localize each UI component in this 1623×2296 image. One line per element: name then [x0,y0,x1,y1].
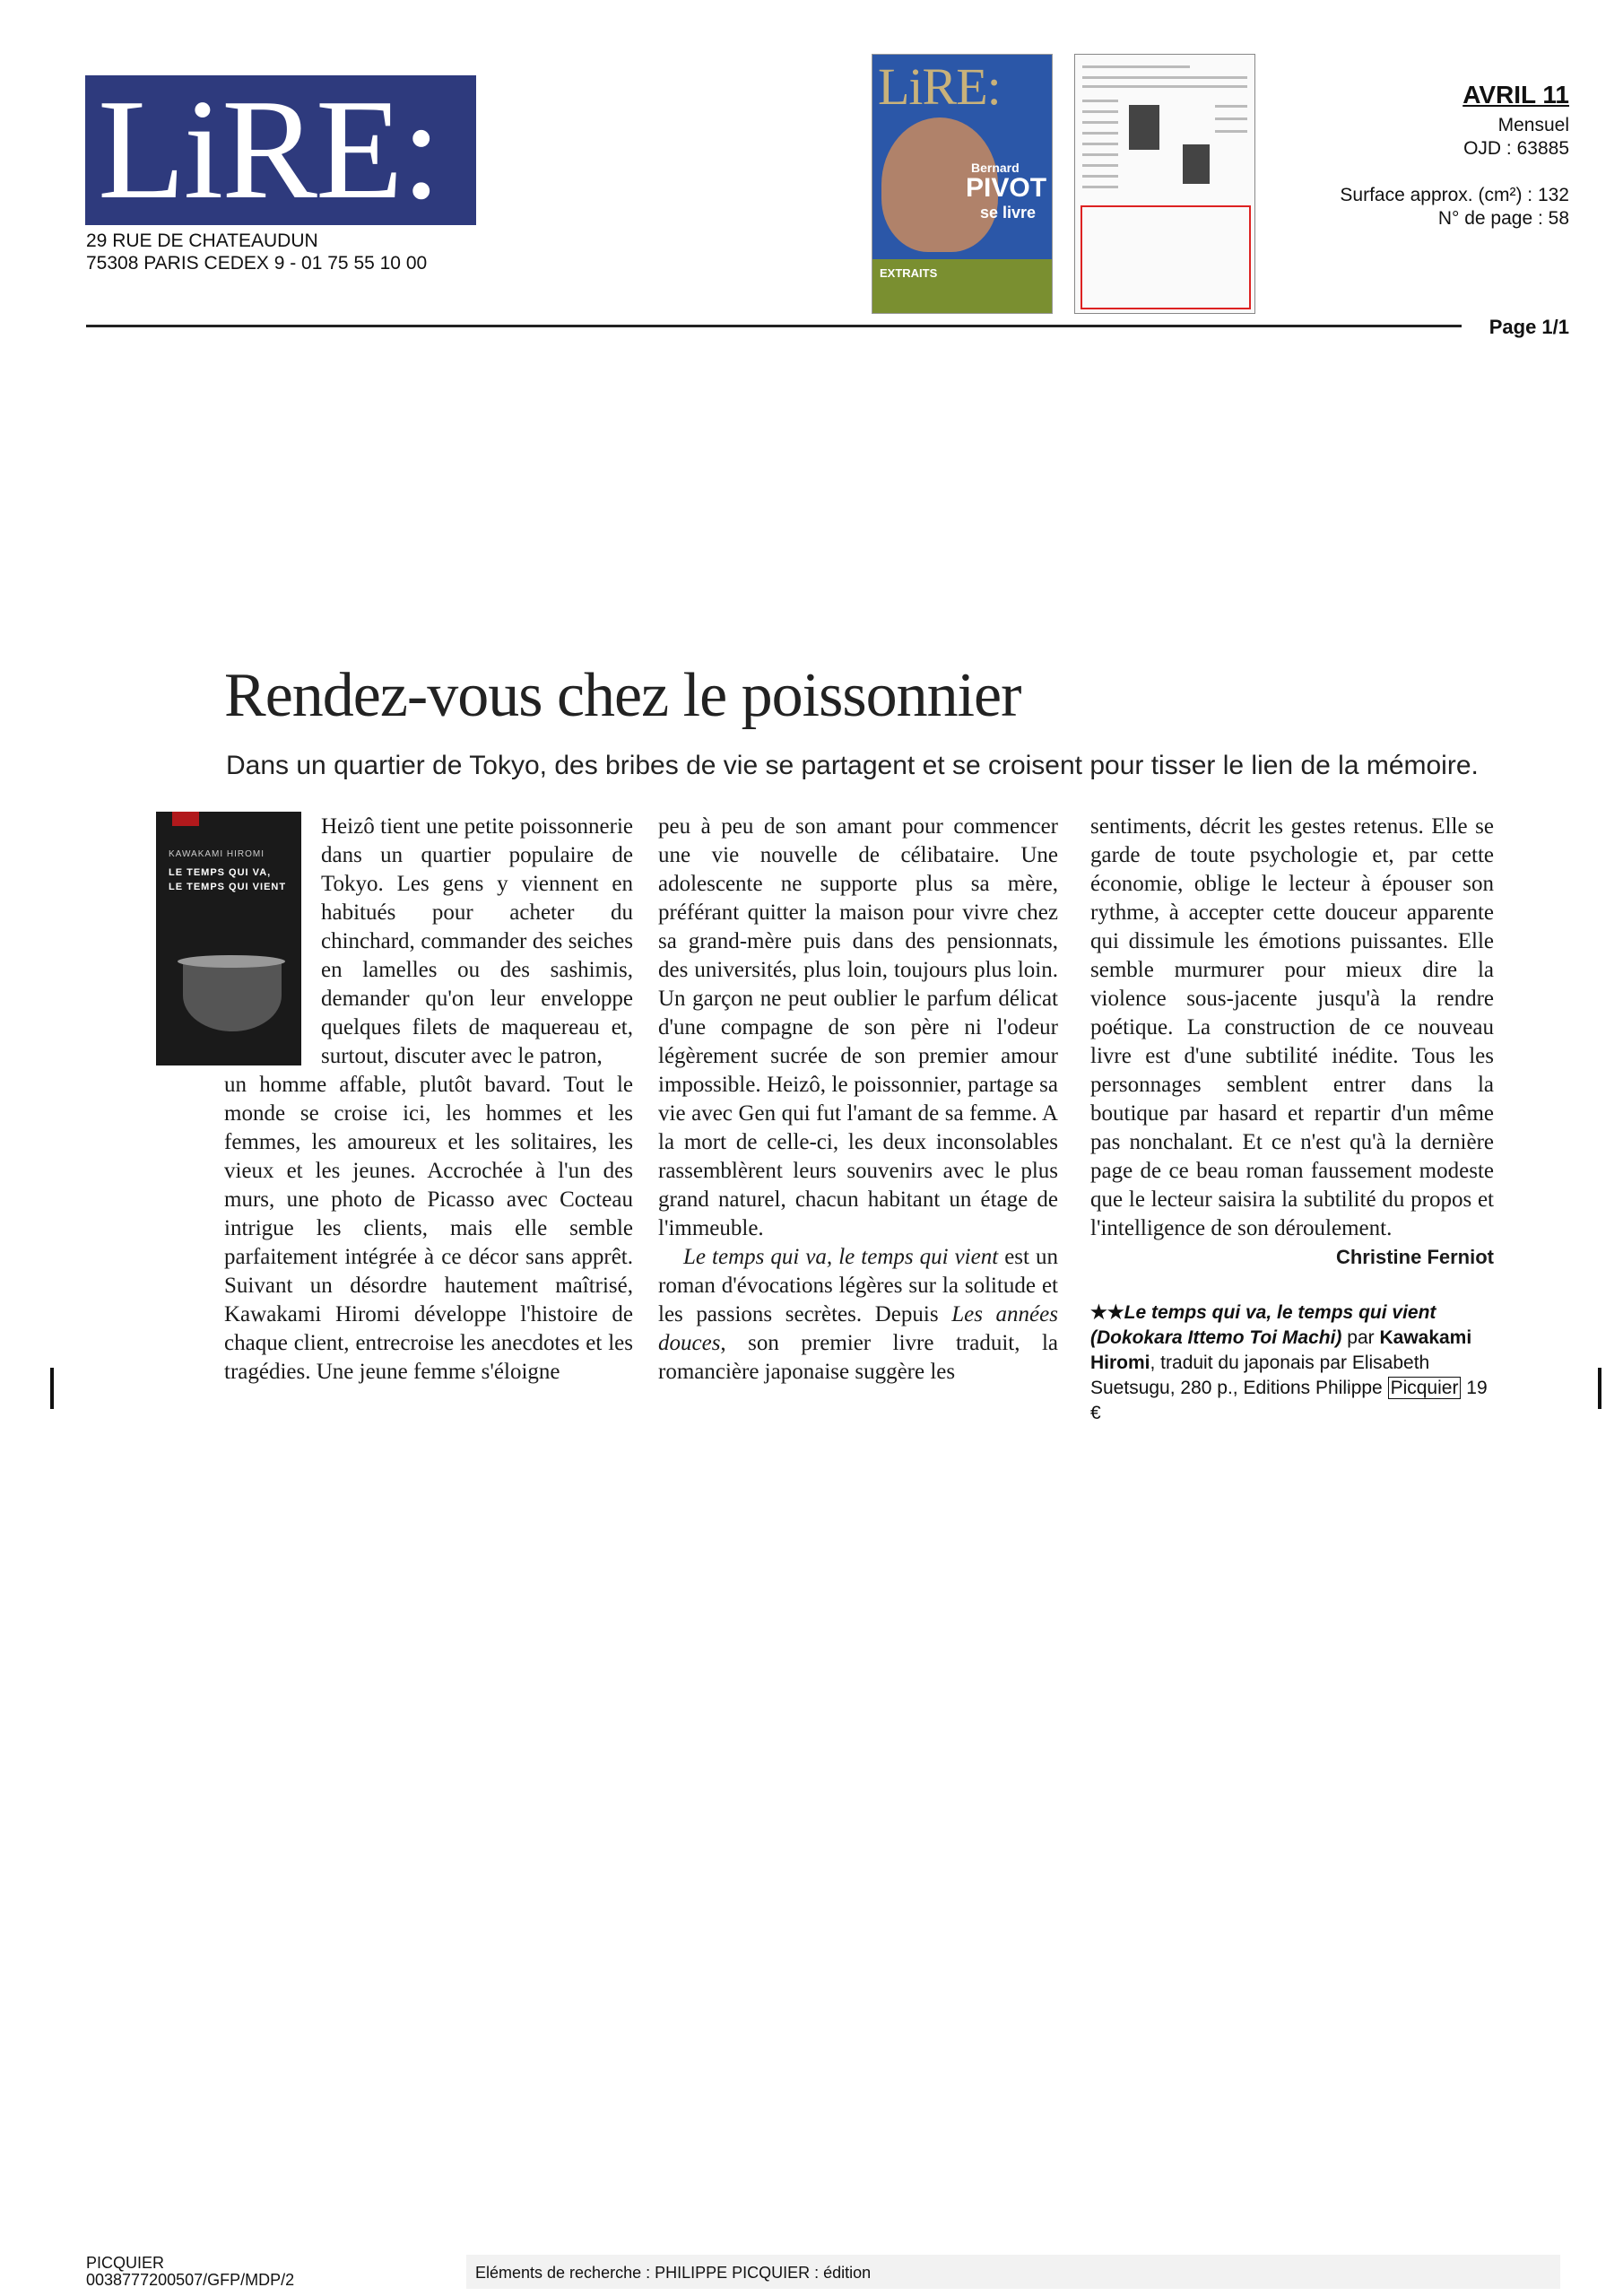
thumb-line [1082,164,1118,167]
column-3-body: sentiments, décrit les gestes retenus. Elle se garde de toute psychologie et, par cette économie, oblige le lecteur à épouser son rythme, à accepter cette douceur apparente qui dissimule les émotions puissantes. Elle semble murmurer pour mieux dire la violence sous-jacente jusqu'à la rendre poétique. La construction de ce nouveau livre est d'une subtilité inédite. Tous les personnages semblent entrer dans la boutique par hasard et repartir d'un même pas nonchalant. Et ce n'est qu'à la dernière page de ce beau roman faussement modeste que le lecteur saisira la subtilité du propos et l'intelligence de son déroulement. [1090,814,1494,1240]
ojd-count: OJD : 63885 [1463,138,1569,159]
thumb-line [1215,105,1247,108]
biblio-author: Kawakami Hiromi [1090,1327,1472,1373]
lire-logo [85,69,476,229]
thumb-line [1215,117,1247,120]
margin-mark-right [1598,1368,1601,1409]
column-2-paragraph-2 [658,1243,1058,1387]
biblio-translation: , traduit du japonais par Elisabeth Suetsugu, 280 p., Editions Philippe [1090,1352,1430,1398]
bibliographic-note [1090,1300,1494,1426]
thumb-line [1082,110,1118,113]
article-column-1 [224,813,633,1387]
footer-code-line-1: PICQUIER [86,2254,165,2272]
thumb-photo [1183,144,1210,184]
header-rule [86,325,1462,327]
biblio-par: par [1341,1327,1380,1348]
thumb-line [1082,65,1190,68]
margin-mark-left [50,1368,54,1409]
previous-book-title: Les années douces [658,1302,1058,1355]
thumb-highlight-box [1081,205,1251,309]
biblio-title: Le temps qui va, le temps qui vient [1124,1302,1436,1323]
column-1-body: un homme affable, plutôt bavard. Tout le monde se croise ici, les hommes et les femmes, les amoureux et les solitaires, les vieux et les jeunes. Accrochée à l'un des murs, une photo de Picasso avec Cocteau intrigue les clients, mais elle semble parfaitement intégrée à ce décor sans apprêt. Suivant un désordre hautement maîtrisé, Kawakami Hiromi développe l'histoire de chaque client, entrecroise les anecdotes et les tragédies. Une jeune femme s'éloigne [224,1073,633,1384]
footer-search-terms: Eléments de recherche : PHILIPPE PICQUIER : édition [475,2264,872,2282]
page-number: N° de page : 58 [1437,208,1569,229]
thumb-line [1082,132,1118,135]
page-thumbnail [1074,54,1255,314]
magazine-cover-thumbnail [872,54,1053,314]
column-2-paragraph-2-mid: est un roman d'évocations légères sur la solitude et les passions secrètes. Depuis [658,1245,1059,1326]
surface-approx: Surface approx. (cm²) : 132 [1340,185,1569,205]
thumb-line [1082,175,1118,178]
book-cover-title-line-1: LE TEMPS QUI VA, [169,867,272,878]
column-2-paragraph-2-end: , son premier livre traduit, la romancière japonaise suggère les [658,1331,1058,1384]
book-title-italic: Le temps qui va, le temps qui vient [683,1245,999,1269]
rating-stars: ★★ [1090,1302,1124,1323]
thumb-line [1082,85,1247,88]
biblio-price: 19 € [1090,1378,1488,1423]
cover-subtitle: se livre [980,204,1037,222]
thumb-line [1082,186,1118,188]
page-label: Page 1/1 [1488,316,1569,338]
cover-name-last: PIVOT [966,173,1047,203]
issue-date: AVRIL 11 [1462,81,1569,109]
address-line-1: 29 RUE DE CHATEAUDUN [86,230,318,251]
book-cover-author: KAWAKAMI HIROMI [169,849,265,859]
thumb-line [1082,143,1118,145]
publisher-address [86,230,427,274]
thumb-line [1082,76,1247,79]
thumb-line [1215,130,1247,133]
article-column-3 [1090,813,1494,1272]
article-column-2 [658,813,1058,1387]
cover-masthead: LiRE: [878,57,1001,116]
footer-code [86,2255,294,2289]
column-1-opening: Heizô tient une petite poissonnerie dans un quartier populaire de Tokyo. Les gens y viennent en habitués pour acheter du chinchard, commander des seiches en lamelles ou des sashimis, demander qu'on leur enveloppe quelques filets de maquereau et, surtout, discuter avec le patron, [321,814,633,1068]
book-cover-red-tag [172,812,199,826]
frequency: Mensuel [1497,115,1569,135]
address-line-2: 75308 PARIS CEDEX 9 - 01 75 55 10 00 [86,253,428,274]
logo-text: LiRE: [98,69,440,229]
subheadline: Dans un quartier de Tokyo, des bribes de vie se partagent et se croisent pour tisser le lien de la mémoire. [226,751,1479,780]
footer-code-line-2: 0038777200507/GFP/MDP/2 [86,2271,295,2289]
thumb-line [1082,153,1118,156]
headline: Rendez-vous chez le poissonnier [224,661,1021,730]
cover-band-text: EXTRAITS [880,266,938,280]
thumb-photo [1129,105,1159,150]
biblio-original-title: (Dokokara Ittemo Toi Machi) [1090,1327,1342,1348]
author-signature: Christine Ferniot [1335,1246,1494,1268]
thumb-line [1082,100,1118,102]
book-cover-title-line-2: LE TEMPS QUI VIENT [169,882,287,892]
publisher-boxed: Picquier [1388,1377,1462,1399]
thumb-line [1082,121,1118,124]
column-2-paragraph-1: peu à peu de son amant pour commencer une vie nouvelle de célibataire. Une adolescente ne supporte plus sa mère, préférant quitter la maison pour vivre chez sa grand-mère puis dans des pensionnats, des universités, plus loin, toujours plus loin. Un garçon ne peut oublier le parfum délicat d'une compagne de son père ni l'odeur légèrement sucrée de son premier amour impossible. Heizô, le poissonnier, partage sa vie avec Gen qui fut l'amant de sa femme. A la mort de celle-ci, les deux inconsolables rassemblèrent leurs souvenirs avec le plus grand naturel, chacun habitant un étage de l'immeuble. [658,814,1058,1240]
cover-name-first: Bernard [971,161,1020,175]
